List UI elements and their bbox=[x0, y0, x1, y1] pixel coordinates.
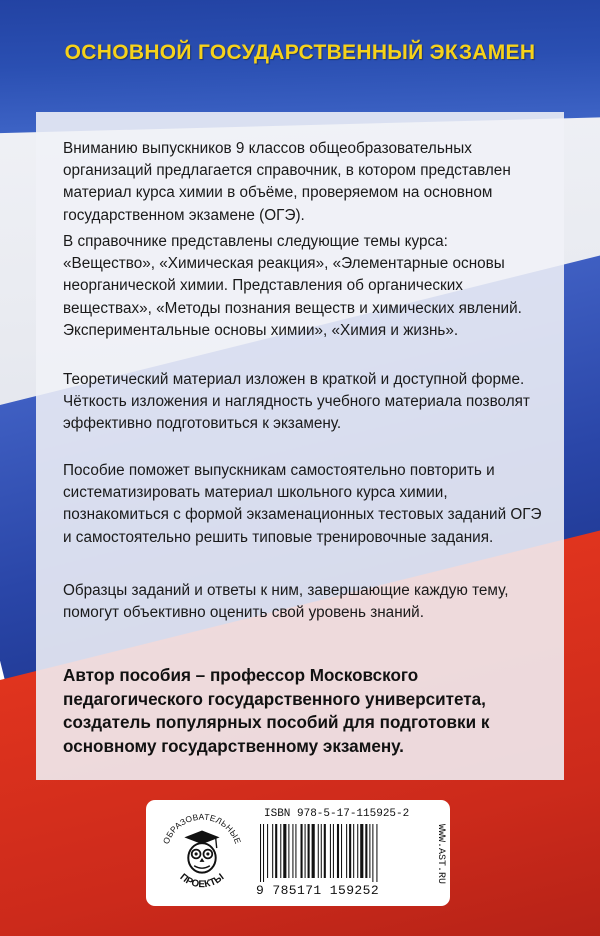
paragraph-benefits: Пособие поможет выпускникам самостоятельно повторить и систематизировать материал школьного курса химии, познакомиться с формой экзаменационных тестовых заданий ОГЭ и самостоятельно решить типовые тренировочные задания. bbox=[63, 462, 542, 546]
publisher-logo bbox=[153, 804, 251, 902]
barcode-bar bbox=[280, 824, 281, 878]
owl-graduation-cap-icon bbox=[184, 830, 219, 872]
publisher-website: WWW.AST.RU bbox=[435, 823, 446, 884]
barcode-bar bbox=[321, 824, 322, 878]
isbn-text: ISBN 978-5-17-115925-2 bbox=[264, 808, 410, 820]
barcode-bar bbox=[357, 824, 358, 878]
barcode-bar bbox=[349, 824, 351, 878]
barcode-bar bbox=[318, 824, 319, 878]
barcode-bar bbox=[272, 824, 273, 878]
barcode-bar bbox=[372, 824, 373, 882]
barcode-bar bbox=[267, 824, 268, 878]
barcode-bar bbox=[305, 824, 306, 878]
barcode-bar bbox=[295, 824, 296, 878]
barcode-bar bbox=[360, 824, 363, 878]
paragraph-theory: Теоретический материал изложен в краткой и доступной форме. Чёткость изложения и наглядность учебного материала позволят эффективно подготовиться к экзамену. bbox=[63, 371, 530, 433]
barcode-bar bbox=[353, 824, 354, 878]
barcode-box bbox=[146, 800, 450, 906]
barcode-bar bbox=[376, 824, 377, 882]
logo-bottom-text: ПРОЕКТЫ bbox=[177, 871, 227, 891]
series-header bbox=[0, 18, 600, 88]
barcode-bar bbox=[365, 824, 367, 878]
barcode-bar bbox=[333, 824, 334, 878]
paragraph-intro: Вниманию выпускников 9 классов общеобразовательных организаций предлагается справочник, в котором представлен материал курса химии в объёме, проверяемом на основном государственном экзамене (ОГЭ). bbox=[63, 140, 511, 224]
paragraph-samples: Образцы заданий и ответы к ним, завершающие каждую тему, помогут объективно оценить свой уровень знаний. bbox=[63, 582, 509, 622]
barcode-bar bbox=[369, 824, 370, 878]
svg-text:ПРОЕКТЫ bbox=[178, 872, 227, 890]
author-note: Автор пособия – профессор Московского педагогического государственного университета, создатель популярных пособий для подготовки к основному государственному экзамену. bbox=[63, 666, 490, 757]
barcode-bar bbox=[324, 824, 326, 878]
series-title: ОСНОВНОЙ ГОСУДАРСТВЕННЫЙ ЭКЗАМЕН bbox=[64, 41, 536, 64]
barcode-bar bbox=[283, 824, 286, 878]
barcode-digits: 9 785171 159252 bbox=[256, 883, 380, 898]
barcode-bar bbox=[275, 824, 277, 878]
barcode-bar bbox=[260, 824, 261, 882]
paragraph-topics: В справочнике представлены следующие темы курса: «Вещество», «Химическая реакция», «Элементарные основы неорганической химии. Представления об органических веществах», «Методы познания веществ и химических явлений. Экспериментальные основы химии», «Химия и жизнь». bbox=[63, 233, 522, 339]
barcode-bar bbox=[312, 824, 315, 878]
barcode-bar bbox=[301, 824, 303, 878]
barcode-bar bbox=[288, 824, 289, 878]
logo-top-text: ОБРАЗОВАТЕЛЬНЫЕ bbox=[160, 811, 244, 846]
barcode-bar bbox=[263, 824, 264, 882]
barcode-bar bbox=[346, 824, 347, 878]
barcode-bar bbox=[337, 824, 339, 878]
barcode-bar bbox=[292, 824, 293, 878]
barcode-image bbox=[258, 824, 418, 882]
barcode-bar bbox=[330, 824, 331, 878]
barcode-bar bbox=[341, 824, 342, 878]
barcode-bar bbox=[308, 824, 310, 878]
